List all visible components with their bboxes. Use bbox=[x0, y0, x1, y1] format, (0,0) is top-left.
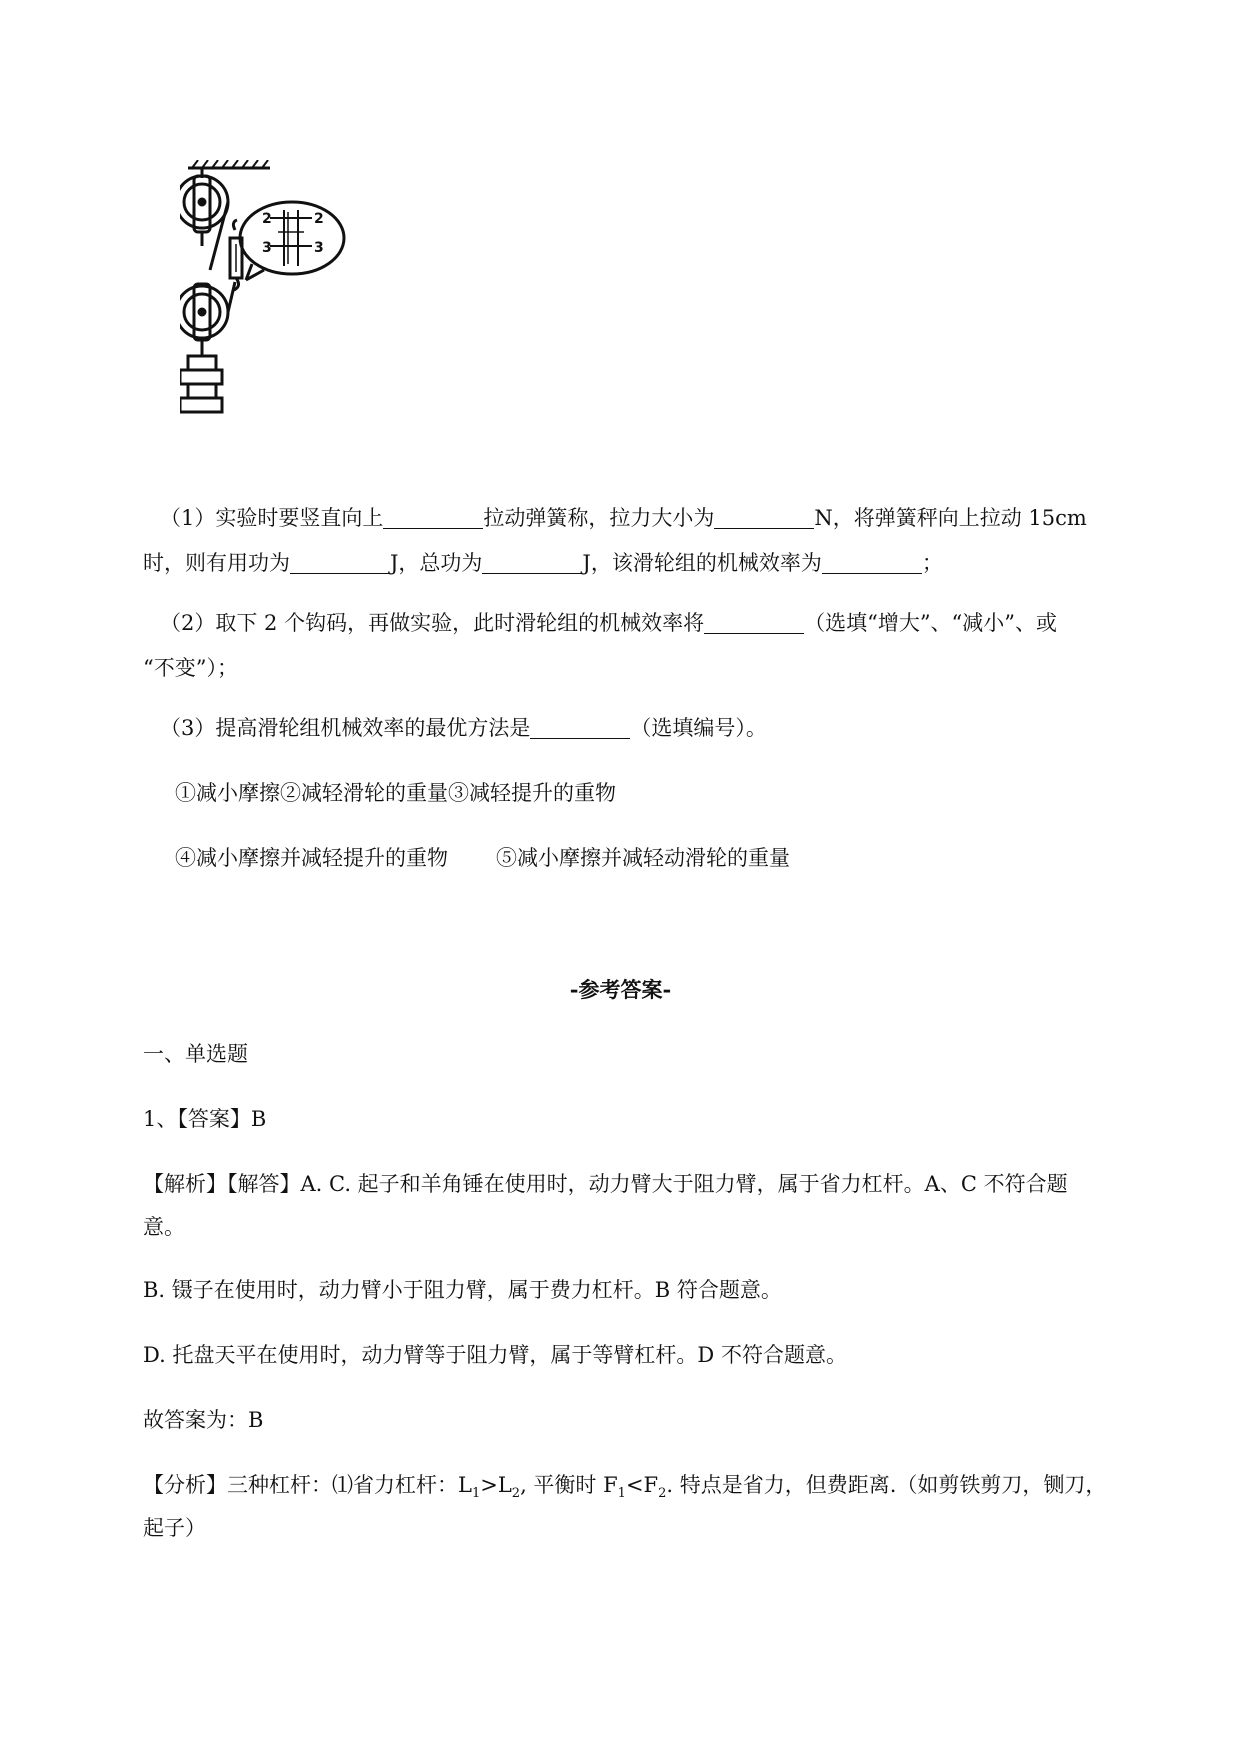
text: , 平衡时 F bbox=[520, 1473, 618, 1497]
conclusion: 故答案为：B bbox=[143, 1408, 264, 1432]
rope-middle bbox=[210, 202, 228, 270]
analysis-line-4: D. 托盘天平在使用时，动力臂等于阻力臂，属于等臂杠杆。D 不符合题意。 bbox=[143, 1343, 847, 1367]
analysis-line-3: B. 镊子在使用时，动力臂小于阻力臂，属于费力杠杆。B 符合题意。 bbox=[143, 1278, 782, 1302]
text: N，将弹簧秤向上拉动 15cm bbox=[814, 506, 1087, 530]
answer-1: 1、【答案】B bbox=[143, 1107, 267, 1131]
subscript: 1 bbox=[617, 1486, 626, 1502]
weight-block-1 bbox=[188, 356, 216, 370]
answer-blank[interactable] bbox=[482, 551, 582, 574]
text: J，该滑轮组的机械效率为 bbox=[582, 551, 822, 575]
text: 时，则有用功为 bbox=[143, 551, 290, 575]
question-3-options-2 bbox=[175, 843, 790, 873]
question-2-line-1 bbox=[160, 608, 1057, 638]
answer-blank[interactable] bbox=[383, 506, 483, 529]
section-title: 一、单选题 bbox=[143, 1042, 248, 1066]
analysis-line-2: 意。 bbox=[143, 1215, 185, 1239]
subscript: 2 bbox=[658, 1486, 667, 1502]
weight-block-3 bbox=[188, 384, 216, 398]
text: ； bbox=[921, 551, 943, 575]
text: （选填“增大”、“减小”、或 bbox=[804, 611, 1058, 635]
weight-block-2 bbox=[180, 370, 222, 384]
scale-callout-bubble bbox=[240, 202, 344, 274]
weight-block-4 bbox=[180, 398, 222, 412]
text: 拉动弹簧称，拉力大小为 bbox=[483, 506, 715, 530]
scale-label: 3 bbox=[262, 240, 272, 256]
scale-label: 3 bbox=[314, 240, 324, 256]
subscript: 1 bbox=[471, 1486, 481, 1502]
rope-right bbox=[228, 282, 235, 312]
question-1-line-2 bbox=[143, 548, 943, 578]
text: J，总功为 bbox=[390, 551, 483, 575]
text: . 特点是省力，但费距离.（如剪铁剪刀，铡刀， bbox=[666, 1473, 1107, 1497]
scale-label: 2 bbox=[262, 211, 272, 227]
text: （1）实验时要竖直向上 bbox=[160, 506, 384, 530]
answer-blank[interactable] bbox=[290, 551, 390, 574]
fenxi-line-1 bbox=[143, 1470, 1106, 1509]
text: （3）提高滑轮组机械效率的最优方法是 bbox=[160, 716, 531, 740]
question-3-options-1: ①减小摩擦②减轻滑轮的重量③减轻提升的重物 bbox=[175, 781, 616, 805]
answers-heading: -参考答案- bbox=[569, 977, 672, 1002]
scale-label: 2 bbox=[314, 211, 324, 227]
answer-blank[interactable] bbox=[704, 611, 804, 634]
text: （2）取下 2 个钩码，再做实验，此时滑轮组的机械效率将 bbox=[160, 611, 705, 635]
fenxi-line-2: 起子） bbox=[143, 1516, 206, 1540]
subscript: 2 bbox=[511, 1486, 521, 1502]
text: （选填编号）。 bbox=[630, 716, 767, 740]
text: >L bbox=[480, 1473, 512, 1497]
answer-blank[interactable] bbox=[530, 716, 630, 739]
question-3-line bbox=[160, 713, 767, 743]
analysis-line-1: 【解析】【解答】A. C. 起子和羊角锤在使用时，动力臂大于阻力臂，属于省力杠杆。A、C 不符合题 bbox=[143, 1172, 1068, 1196]
answer-blank[interactable] bbox=[714, 506, 814, 529]
option-5: ⑤减小摩擦并减轻动滑轮的重量 bbox=[496, 846, 790, 870]
answer-blank[interactable] bbox=[822, 551, 922, 574]
option-4: ④减小摩擦并减轻提升的重物 bbox=[175, 846, 448, 870]
question-1-line-1 bbox=[160, 503, 1087, 533]
text: <F bbox=[625, 1473, 659, 1497]
text: 【分析】三种杠杆：⑴省力杠杆：L bbox=[143, 1473, 472, 1497]
pulley-system-figure bbox=[180, 160, 400, 460]
question-2-line-2: “不变”）； bbox=[143, 656, 238, 680]
